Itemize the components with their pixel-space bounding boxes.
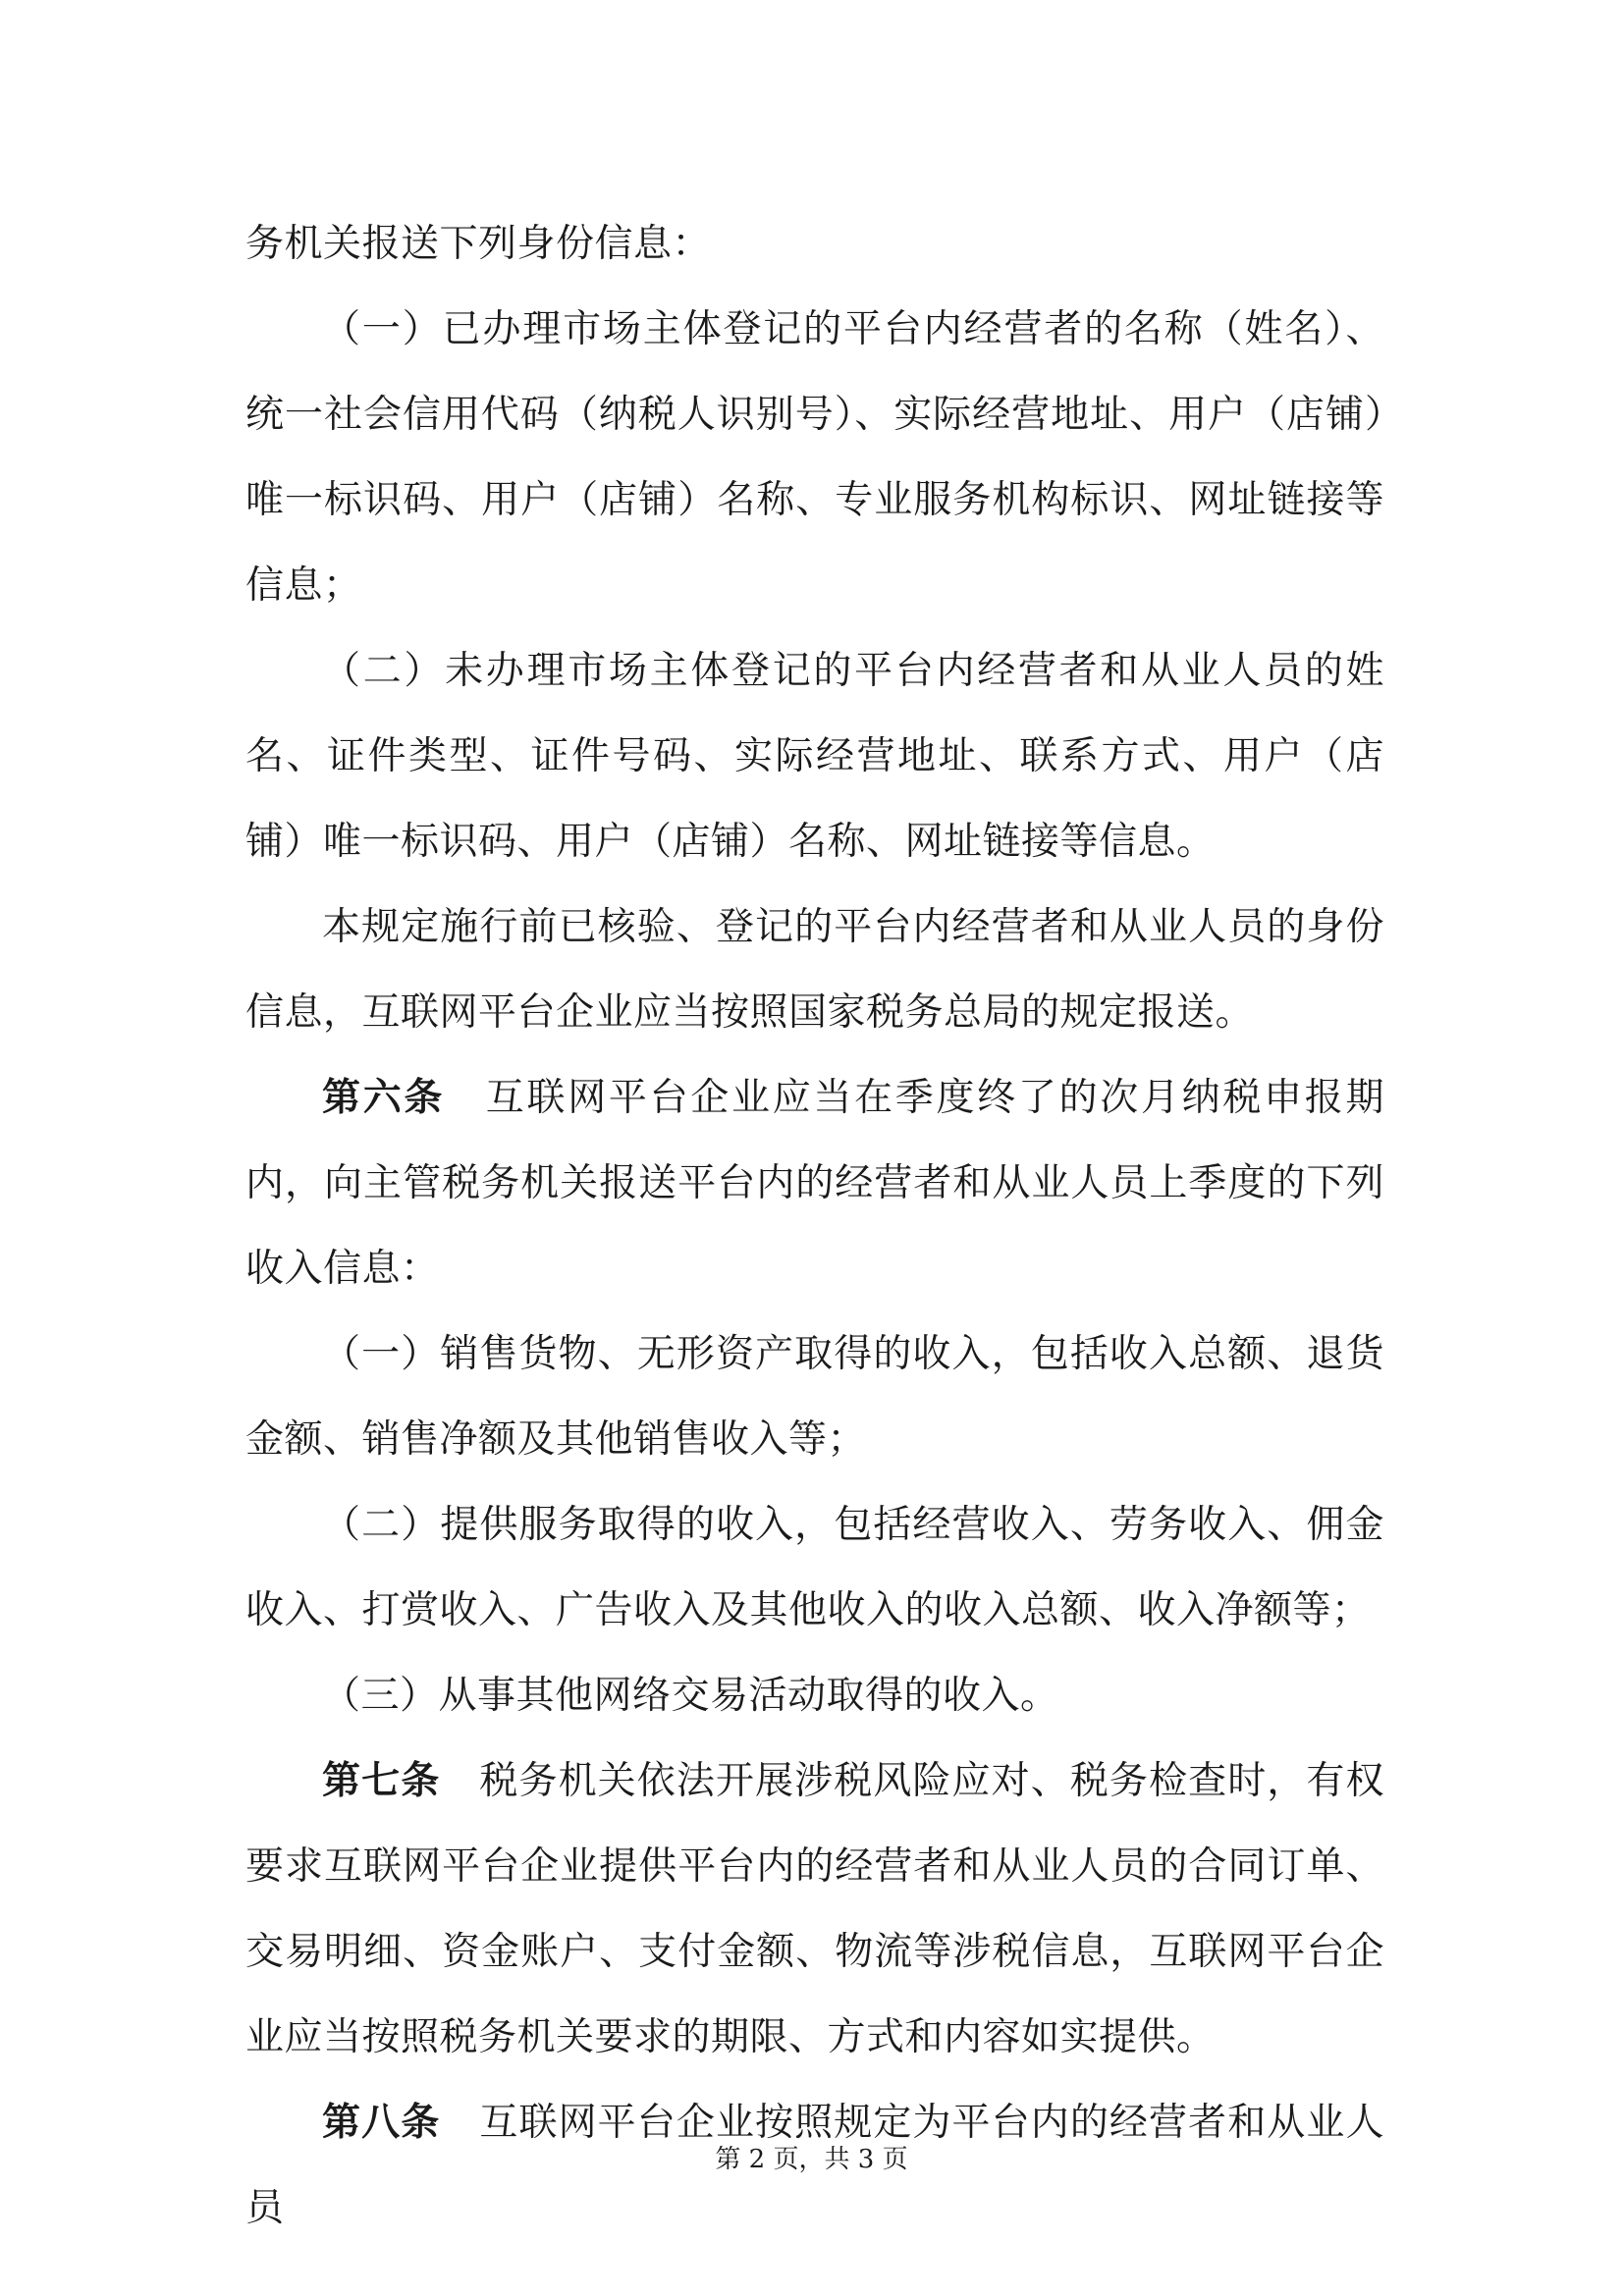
paragraph-registered-operators	[245, 287, 1384, 628]
paragraph-article-6	[245, 1055, 1384, 1311]
paragraph-identity-info-intro	[245, 201, 1384, 287]
paragraph-other-income	[245, 1653, 1384, 1738]
article-heading: 第六条	[322, 1075, 446, 1120]
paragraph-article-7	[245, 1738, 1384, 2080]
article-heading: 第八条	[322, 2100, 441, 2145]
paragraph-text: 互联网平台企业应当在季度终了的次月纳税申报期内，向主管税务机关报送平台内的经营者和从业人员上季度的下列收入信息：	[245, 1076, 1384, 1291]
paragraph-text: （三）从事其他网络交易活动取得的收入。	[322, 1674, 1059, 1718]
article-heading: 第七条	[322, 1758, 441, 1803]
paragraph-text: （二）未办理市场主体登记的平台内经营者和从业人员的姓名、证件类型、证件号码、实际经营地址、联系方式、用户（店铺）唯一标识码、用户（店铺）名称、网址链接等信息。	[245, 649, 1384, 864]
paragraph-text: （一）销售货物、无形资产取得的收入，包括收入总额、退货金额、销售净额及其他销售收入等；	[245, 1332, 1384, 1462]
page-number-footer: 第 2 页，共 3 页	[715, 2145, 908, 2174]
paragraph-prior-verified-info	[245, 884, 1384, 1055]
paragraph-goods-income	[245, 1311, 1384, 1482]
paragraph-service-income	[245, 1482, 1384, 1653]
document-body	[245, 201, 1384, 2251]
paragraph-text: 务机关报送下列身份信息：	[245, 222, 712, 266]
paragraph-text: （二）提供服务取得的收入，包括经营收入、劳务收入、佣金收入、打赏收入、广告收入及其他收入的收入总额、收入净额等；	[245, 1503, 1384, 1632]
paragraph-text: 本规定施行前已核验、登记的平台内经营者和从业人员的身份信息，互联网平台企业应当按照国家税务总局的规定报送。	[245, 905, 1384, 1035]
paragraph-text: （一）已办理市场主体登记的平台内经营者的名称（姓名）、统一社会信用代码（纳税人识别号）、实际经营地址、用户（店铺）唯一标识码、用户（店铺）名称、专业服务机构标识、网址链接等信息；	[245, 307, 1384, 608]
paragraph-text: 税务机关依法开展涉税风险应对、税务检查时，有权要求互联网平台企业提供平台内的经营者和从业人员的合同订单、交易明细、资金账户、支付金额、物流等涉税信息，互联网平台企业应当按照税务机关要求的期限、方式和内容如实提供。	[245, 1759, 1384, 2059]
paragraph-text: 互联网平台企业按照规定为平台内的经营者和从业人员	[245, 2101, 1384, 2230]
paragraph-unregistered-operators	[245, 628, 1384, 884]
